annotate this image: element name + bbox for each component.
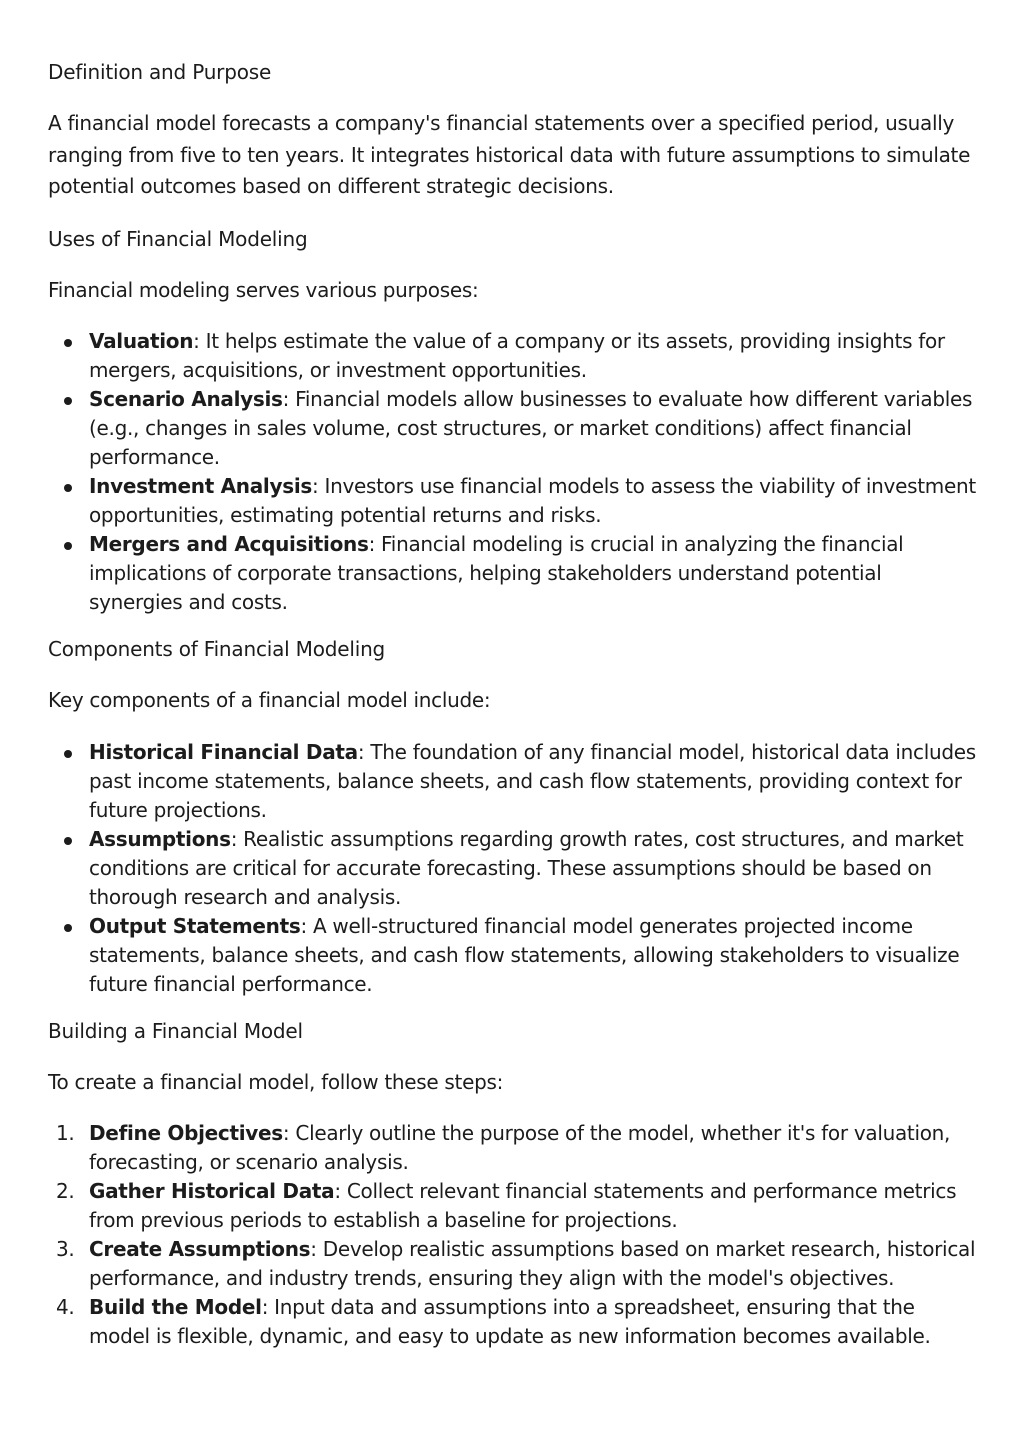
list-item-text: : Investors use financial models to assess the viability of investment opportunities, estimating potential returns and risks. bbox=[89, 474, 976, 527]
step-number: 1. bbox=[56, 1121, 75, 1145]
list-item-text: : Clearly outline the purpose of the model, whether it's for valuation, forecasting, or scenario analysis. bbox=[89, 1121, 951, 1174]
list-item-text: : Realistic assumptions regarding growth rates, cost structures, and market conditions are critical for accurate forecasting. These assumptions should be based on thorough research and analysis. bbox=[89, 826, 964, 909]
list-item bbox=[48, 912, 978, 999]
list-item bbox=[48, 825, 978, 912]
list-item bbox=[48, 1293, 978, 1351]
list-item-text: : Financial modeling is crucial in analyzing the financial implications of corporate transactions, helping stakeholders understand potential synergies and costs. bbox=[89, 532, 904, 614]
section-heading-uses: Uses of Financial Modeling bbox=[48, 226, 308, 251]
bullet-icon bbox=[64, 397, 72, 405]
building-steps-list bbox=[48, 1119, 978, 1351]
list-item bbox=[48, 327, 978, 385]
list-item bbox=[48, 1235, 978, 1293]
bullet-icon bbox=[64, 339, 72, 347]
section-heading-definition: Definition and Purpose bbox=[48, 60, 272, 84]
list-item-term: Create Assumptions bbox=[89, 1237, 311, 1261]
list-item-text: : The foundation of any financial model, historical data includes past income statements, balance sheets, and cash flow statements, providing context for future projections. bbox=[89, 739, 976, 822]
section-heading-components: Components of Financial Modeling bbox=[48, 637, 386, 661]
bullet-icon bbox=[64, 837, 72, 845]
list-item-term: Output Statements bbox=[89, 913, 301, 938]
definition-paragraph: A financial model forecasts a company's financial statements over a specified period, usually ranging from five to ten years. It integrates historical data with future assumptions to simulate potential outcomes based on different strategic decisions. bbox=[48, 111, 971, 198]
bullet-icon bbox=[64, 924, 72, 932]
step-number: 2. bbox=[56, 1179, 75, 1203]
list-item-term: Scenario Analysis bbox=[89, 387, 283, 411]
list-item-text: : Collect relevant financial statements and performance metrics from previous periods to establish a baseline for projections. bbox=[89, 1179, 957, 1232]
uses-list bbox=[48, 327, 978, 617]
bullet-icon bbox=[64, 750, 72, 758]
step-number: 3. bbox=[56, 1237, 75, 1261]
list-item bbox=[48, 1119, 978, 1177]
list-item-term: Build the Model bbox=[89, 1295, 262, 1319]
list-item-term: Historical Financial Data bbox=[89, 739, 358, 764]
list-item-text: : Financial models allow businesses to evaluate how different variables (e.g., changes in sales volume, cost structures, or market conditions) affect financial performance. bbox=[89, 387, 973, 469]
list-item bbox=[48, 385, 978, 472]
list-item-text: : A well-structured financial model generates projected income statements, balance sheets, and cash flow statements, allowing stakeholders to visualize future financial performance. bbox=[89, 913, 960, 996]
list-item-term: Assumptions bbox=[89, 826, 231, 851]
list-item-text: : Input data and assumptions into a spreadsheet, ensuring that the model is flexible, dynamic, and easy to update as new information becomes available. bbox=[89, 1295, 931, 1348]
step-number: 4. bbox=[56, 1295, 75, 1319]
list-item-term: Valuation bbox=[89, 329, 194, 353]
list-item bbox=[48, 472, 978, 530]
bullet-icon bbox=[64, 542, 72, 550]
list-item-term: Gather Historical Data bbox=[89, 1179, 335, 1203]
list-item-term: Define Objectives bbox=[89, 1121, 283, 1145]
list-item-term: Investment Analysis bbox=[89, 474, 312, 498]
components-list bbox=[48, 738, 978, 999]
document-page bbox=[48, 57, 978, 1368]
section-heading-building: Building a Financial Model bbox=[48, 1018, 303, 1043]
building-intro: To create a financial model, follow these steps: bbox=[48, 1069, 504, 1094]
list-item-text: : Develop realistic assumptions based on market research, historical performance, and industry trends, ensuring they align with the model's objectives. bbox=[89, 1237, 976, 1290]
bullet-icon bbox=[64, 484, 72, 492]
uses-intro: Financial modeling serves various purposes: bbox=[48, 277, 479, 302]
components-intro: Key components of a financial model include: bbox=[48, 688, 491, 712]
list-item bbox=[48, 1177, 978, 1235]
list-item bbox=[48, 738, 978, 825]
list-item bbox=[48, 530, 978, 617]
list-item-text: : It helps estimate the value of a company or its assets, providing insights for mergers, acquisitions, or investment opportunities. bbox=[89, 329, 945, 382]
list-item-term: Mergers and Acquisitions bbox=[89, 532, 369, 556]
